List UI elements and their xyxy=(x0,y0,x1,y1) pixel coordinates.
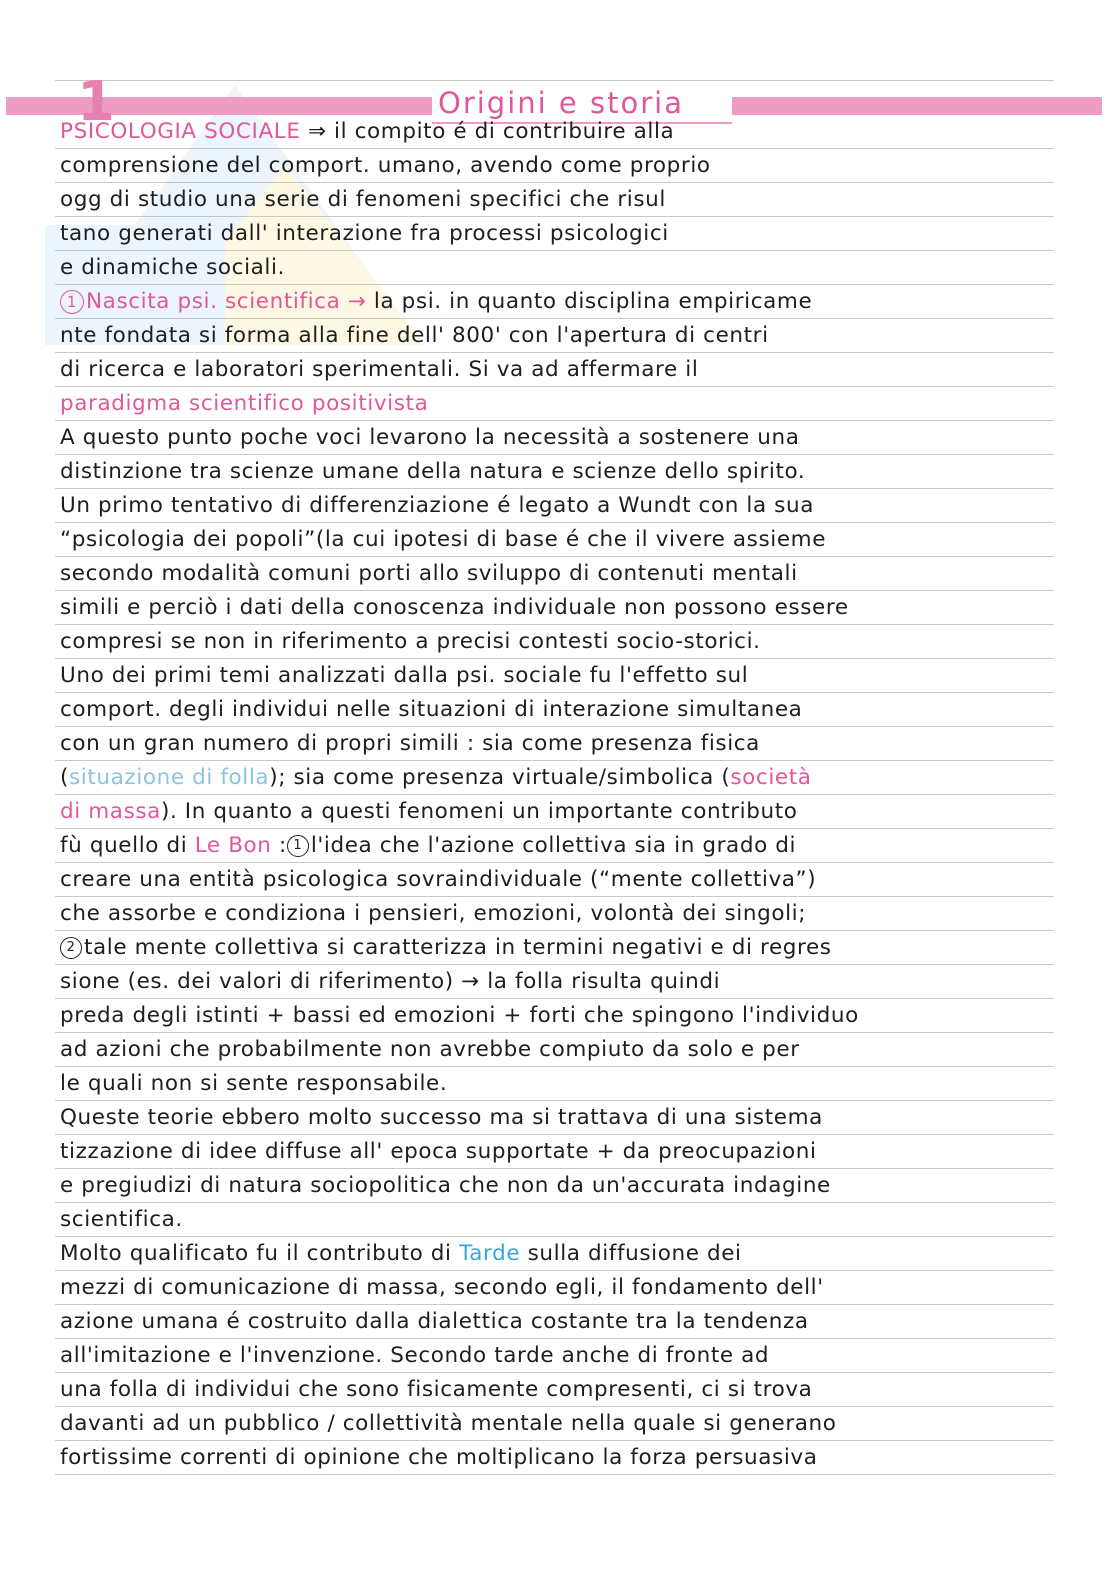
text-line xyxy=(60,693,1060,727)
circled-number: 1 xyxy=(60,290,84,314)
text-line xyxy=(60,251,1060,285)
text-line xyxy=(60,1339,1060,1373)
text-segment: una folla di individui che sono fisicamente compresenti, ci si trova xyxy=(60,1377,813,1402)
text-segment: compresi se non in riferimento a precisi contesti socio-storici. xyxy=(60,629,761,654)
text-line xyxy=(60,591,1060,625)
text-segment: Un primo tentativo di differenziazione é legato a Wundt con la sua xyxy=(60,493,814,518)
text-segment: situazione di folla xyxy=(69,765,270,790)
text-line xyxy=(60,217,1060,251)
text-segment: Molto qualificato fu il contributo di xyxy=(60,1241,460,1266)
text-line xyxy=(60,557,1060,591)
text-line xyxy=(60,319,1060,353)
text-segment: davanti ad un pubblico / collettività mentale nella quale si generano xyxy=(60,1411,837,1436)
text-line xyxy=(60,1169,1060,1203)
text-segment: comprensione del comport. umano, avendo come proprio xyxy=(60,153,711,178)
text-segment: ); sia come presenza virtuale/simbolica ( xyxy=(269,765,731,790)
text-segment: tizzazione di idee diffuse all' epoca supportate + da preocupazioni xyxy=(60,1139,817,1164)
text-line xyxy=(60,1033,1060,1067)
text-segment: paradigma scientifico positivista xyxy=(60,391,429,416)
text-segment: le quali non si sente responsabile. xyxy=(60,1071,448,1096)
text-segment: di ricerca e laboratori sperimentali. Si va ad affermare il xyxy=(60,357,699,382)
left-margin xyxy=(0,0,55,1579)
text-segment: ad azioni che probabilmente non avrebbe compiuto da solo e per xyxy=(60,1037,800,1062)
text-line xyxy=(60,1441,1060,1475)
text-segment: mezzi di comunicazione di massa, secondo egli, il fondamento dell' xyxy=(60,1275,824,1300)
text-line xyxy=(60,829,1060,863)
text-line xyxy=(60,625,1060,659)
text-line xyxy=(60,115,1060,149)
text-segment: ). In quanto a questi fenomeni un importante contributo xyxy=(160,799,798,824)
text-segment: tano generati dall' interazione fra processi psicologici xyxy=(60,221,669,246)
text-segment: A questo punto poche voci levarono la necessità a sostenere una xyxy=(60,425,800,450)
text-line xyxy=(60,761,1060,795)
text-segment: sione (es. dei valori di riferimento) → la folla risulta quindi xyxy=(60,969,721,994)
text-line xyxy=(60,285,1060,319)
bottom-margin xyxy=(0,1500,1116,1579)
text-line xyxy=(60,1373,1060,1407)
text-segment: ( xyxy=(60,765,69,790)
text-segment: che assorbe e condiziona i pensieri, emozioni, volontà dei singoli; xyxy=(60,901,807,926)
text-line xyxy=(60,455,1060,489)
circled-number: 1 xyxy=(287,835,309,857)
text-line xyxy=(60,183,1060,217)
text-segment: con un gran numero di propri simili : sia come presenza fisica xyxy=(60,731,760,756)
text-line xyxy=(60,1271,1060,1305)
text-segment: ⇒ il compito é di contribuire alla xyxy=(300,119,675,144)
text-line xyxy=(60,1305,1060,1339)
right-margin xyxy=(1054,0,1116,1579)
text-line xyxy=(60,863,1060,897)
text-line xyxy=(60,897,1060,931)
text-segment: preda degli istinti + bassi ed emozioni + forti che spingono l'individuo xyxy=(60,1003,859,1028)
text-segment: tale mente collettiva si caratterizza in termini negativi e di regres xyxy=(84,935,832,960)
text-line xyxy=(60,727,1060,761)
text-line xyxy=(60,523,1060,557)
text-line xyxy=(60,387,1060,421)
text-segment: ogg di studio una serie di fenomeni specifici che risul xyxy=(60,187,666,212)
text-segment: all'imitazione e l'invenzione. Secondo tarde anche di fronte ad xyxy=(60,1343,770,1368)
text-segment: Nascita psi. scientifica → xyxy=(86,289,367,314)
circled-number: 2 xyxy=(60,937,82,959)
chapter-number: 1 xyxy=(77,70,115,133)
text-line xyxy=(60,931,1060,965)
text-segment: Queste teorie ebbero molto successo ma si trattava di una sistema xyxy=(60,1105,823,1130)
text-line xyxy=(60,1237,1060,1271)
text-segment: nte fondata si forma alla fine dell' 800' con l'apertura di centri xyxy=(60,323,769,348)
text-segment: PSICOLOGIA SOCIALE xyxy=(60,119,301,144)
text-segment: “psicologia dei popoli”(la cui ipotesi di base é che il vivere assieme xyxy=(60,527,827,552)
text-segment: e dinamiche sociali. xyxy=(60,255,286,280)
text-line xyxy=(60,795,1060,829)
text-line xyxy=(60,353,1060,387)
text-segment: e pregiudizi di natura sociopolitica che non da un'accurata indagine xyxy=(60,1173,831,1198)
text-segment: la psi. in quanto disciplina empiricame xyxy=(366,289,813,314)
text-line xyxy=(60,659,1060,693)
text-segment: scientifica. xyxy=(60,1207,183,1232)
text-line xyxy=(60,1203,1060,1237)
text-segment: : xyxy=(271,833,287,858)
text-line xyxy=(60,1407,1060,1441)
text-line xyxy=(60,149,1060,183)
text-line xyxy=(60,1135,1060,1169)
text-segment: di massa xyxy=(60,799,161,824)
text-line xyxy=(60,1067,1060,1101)
text-line xyxy=(60,1101,1060,1135)
text-segment: sulla diffusione dei xyxy=(520,1241,742,1266)
text-segment: Tarde xyxy=(459,1241,521,1266)
text-line xyxy=(60,489,1060,523)
text-segment: società xyxy=(730,765,812,790)
text-segment: comport. degli individui nelle situazioni di interazione simultanea xyxy=(60,697,803,722)
text-line xyxy=(60,965,1060,999)
text-segment: secondo modalità comuni porti allo sviluppo di contenuti mentali xyxy=(60,561,798,586)
top-margin xyxy=(0,0,1116,78)
text-line xyxy=(60,421,1060,455)
text-segment: azione umana é costruito dalla dialettica costante tra la tendenza xyxy=(60,1309,809,1334)
page-title: Origini e storia xyxy=(438,86,684,120)
text-segment: distinzione tra scienze umane della natura e scienze dello spirito. xyxy=(60,459,806,484)
text-segment: Uno dei primi temi analizzati dalla psi. sociale fu l'effetto sul xyxy=(60,663,749,688)
text-segment: fù quello di xyxy=(60,833,195,858)
text-segment: creare una entità psicologica sovraindividuale (“mente collettiva”) xyxy=(60,867,817,892)
notes-body xyxy=(60,115,1060,1475)
text-segment: simili e perciò i dati della conoscenza individuale non possono essere xyxy=(60,595,849,620)
text-segment: Le Bon xyxy=(194,833,272,858)
text-line xyxy=(60,999,1060,1033)
text-segment: fortissime correnti di opinione che moltiplicano la forza persuasiva xyxy=(60,1445,818,1470)
text-segment: l'idea che l'azione collettiva sia in grado di xyxy=(310,833,797,858)
